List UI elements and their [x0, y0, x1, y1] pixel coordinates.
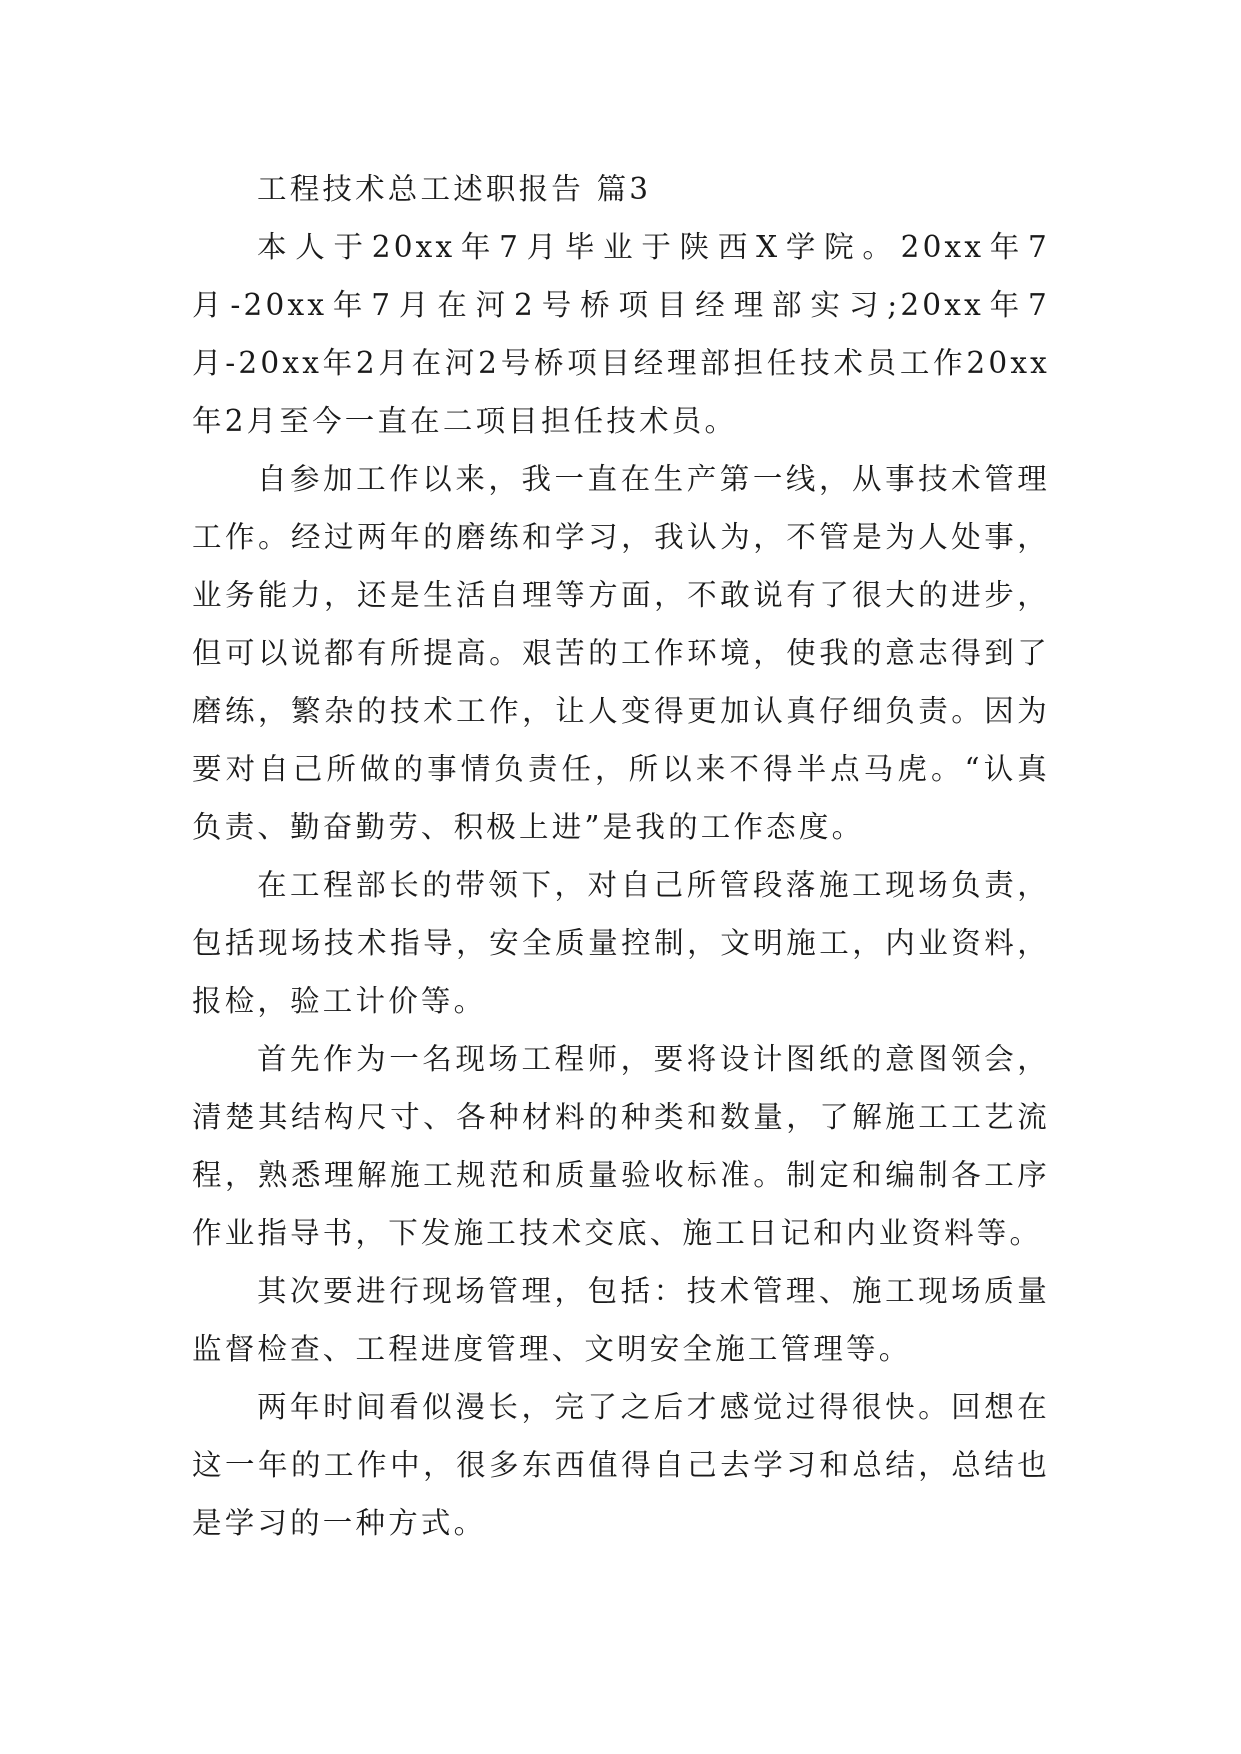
paragraph-4: 首先作为一名现场工程师，要将设计图纸的意图领会，清楚其结构尺寸、各种材料的种类和数量，了解施工工艺流程，熟悉理解施工规范和质量验收标准。制定和编制各工序作业指导书，下发施工技术交底、施工日记和内业资料等。 [192, 1042, 1050, 1250]
paragraph-5: 其次要进行现场管理，包括：技术管理、施工现场质量监督检查、工程进度管理、文明安全施工管理等。 [192, 1274, 1050, 1366]
paragraph-2: 自参加工作以来，我一直在生产第一线，从事技术管理工作。经过两年的磨练和学习，我认为，不管是为人处事，业务能力，还是生活自理等方面，不敢说有了很大的进步，但可以说都有所提高。艰苦的工作环境，使我的意志得到了磨练，繁杂的技术工作，让人变得更加认真仔细负责。因为要对自己所做的事情负责任，所以来不得半点马虎。“认真负责、勤奋勤劳、积极上进”是我的工作态度。 [192, 462, 1050, 844]
paragraph-3: 在工程部长的带领下，对自己所管段落施工现场负责，包括现场技术指导，安全质量控制，文明施工，内业资料，报检，验工计价等。 [192, 868, 1050, 1018]
document-title: 工程技术总工述职报告 篇3 [257, 172, 652, 206]
paragraph-1: 本人于20xx年7月毕业于陕西X学院。20xx年7月-20xx年7月在河2号桥项目经理部实习;20xx年7月-20xx年2月在河2号桥项目经理部担任技术员工作20xx年2月至今一直在二项目担任技术员。 [192, 230, 1050, 438]
paragraph-6: 两年时间看似漫长，完了之后才感觉过得很快。回想在这一年的工作中，很多东西值得自己去学习和总结，总结也是学习的一种方式。 [192, 1390, 1050, 1540]
document-page [192, 160, 1050, 1552]
